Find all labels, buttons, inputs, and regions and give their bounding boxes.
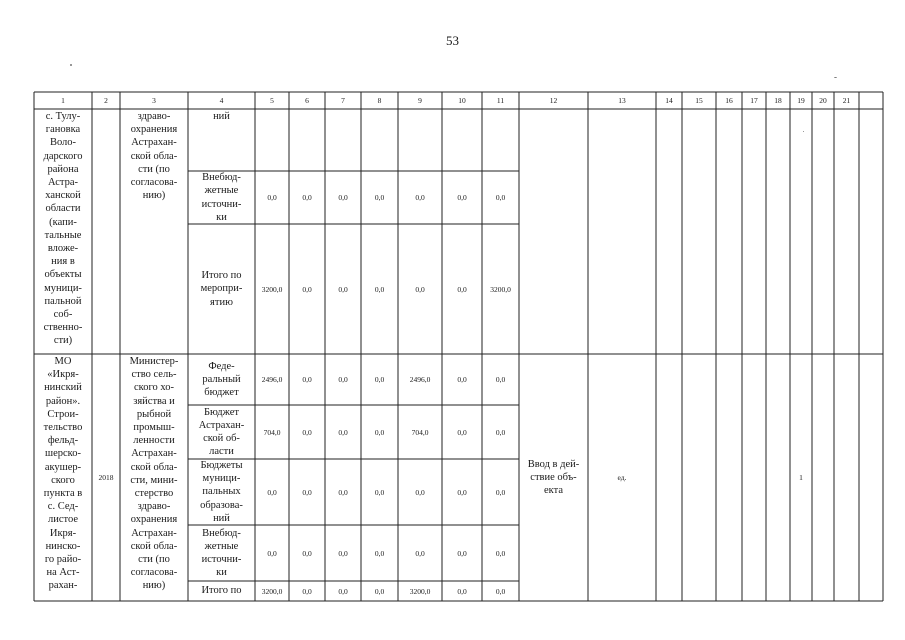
amount-cell: 704,0 <box>263 427 281 437</box>
funding-source-cell: Итого по меропри- ятию <box>200 270 243 308</box>
scan-speck <box>834 77 837 78</box>
amount-cell: 0,0 <box>338 586 348 596</box>
amount-cell: 0,0 <box>415 284 425 294</box>
funding-source-cell: Феде- ральный бюджет <box>202 360 241 399</box>
column-header-4: 4 <box>219 96 224 105</box>
amount-cell: 3200,0 <box>409 586 431 596</box>
amount-cell: 0,0 <box>374 284 385 294</box>
indicator-name-cell: Ввод в дей- ствие объ- екта <box>527 458 580 497</box>
funding-source-cell: Внебюд- жетные источни- ки <box>201 172 242 223</box>
amount-cell: 0,0 <box>457 427 467 437</box>
funding-source-cell: Итого по <box>201 585 242 597</box>
amount-cell: 0,0 <box>495 193 506 202</box>
amount-cell: 0,0 <box>302 586 312 596</box>
column-header-18: 18 <box>774 96 782 105</box>
amount-cell: 0,0 <box>302 193 312 202</box>
column-header-12: 12 <box>549 96 558 105</box>
year-cell: 2018 <box>98 473 114 482</box>
amount-cell <box>289 109 325 171</box>
amount-cell: 0,0 <box>495 487 506 497</box>
amount-cell: 0,0 <box>302 427 312 437</box>
amount-cell: 0,0 <box>457 487 467 497</box>
amount-cell: 0,0 <box>302 284 312 294</box>
amount-cell: 0,0 <box>302 487 312 497</box>
column-header-16: 16 <box>725 96 733 105</box>
amount-cell <box>325 109 361 171</box>
unit-cell: ед. <box>617 473 627 482</box>
amount-cell: 0,0 <box>495 586 506 596</box>
amount-cell: 0,0 <box>302 548 312 558</box>
amount-cell: 0,0 <box>267 487 277 497</box>
scan-speck <box>803 131 804 132</box>
amount-cell: 0,0 <box>495 427 506 437</box>
funding-source-cell: Внебюд- жетные источни- ки <box>201 527 242 579</box>
amount-cell: 0,0 <box>338 548 348 558</box>
executor-cell: Министер- ство сель- ского хо- зяйства и рыбной промыш- ленности Астрахан- ской обла- сти, мини- стерство здраво- охранения Астрахан- ской обла- сти (по согласова- нию) <box>129 356 179 592</box>
column-header-20: 20 <box>819 96 827 105</box>
amount-cell: 0,0 <box>338 193 348 202</box>
amount-cell: 0,0 <box>457 193 467 202</box>
amount-cell <box>442 109 482 171</box>
column-header-15: 15 <box>695 96 703 105</box>
amount-cell: 0,0 <box>415 548 425 558</box>
amount-cell <box>255 109 289 171</box>
column-header-3: 3 <box>152 96 156 105</box>
funding-source-cell: Бюджет Астрахан- ской об- ласти <box>198 406 245 458</box>
scan-speck <box>70 64 72 66</box>
amount-cell: 0,0 <box>495 548 506 558</box>
amount-cell: 0,0 <box>374 193 385 202</box>
column-header-5: 5 <box>270 96 274 105</box>
budget-table <box>34 92 883 601</box>
amount-cell: 0,0 <box>374 548 385 558</box>
amount-cell <box>398 109 442 171</box>
executor-cell: здраво- охранения Астрахан- ской обла- сти (по согласова- нию) <box>130 111 178 202</box>
column-header-2: 2 <box>104 96 108 105</box>
amount-cell: 0,0 <box>415 487 425 497</box>
amount-cell: 3200,0 <box>490 284 511 294</box>
object-name-cell: с. Тулу- гановка Воло- дарского района Астра- ханской области (капи- тальные вложе- ния в объекты муници- пальной соб- ственно- сти) <box>43 111 83 347</box>
column-header-14: 14 <box>665 96 673 105</box>
amount-cell: 0,0 <box>338 284 348 294</box>
column-header-1: 1 <box>61 96 65 105</box>
amount-cell: 0,0 <box>457 548 467 558</box>
page-number: 53 <box>446 33 459 48</box>
column-header-10: 10 <box>458 96 466 105</box>
amount-cell: 0,0 <box>374 586 385 596</box>
column-header-11: 11 <box>496 96 505 105</box>
column-header-17: 17 <box>750 96 758 105</box>
indicator-value-cell: 1 <box>799 473 803 482</box>
amount-cell: 0,0 <box>267 193 277 202</box>
amount-cell: 0,0 <box>457 375 467 384</box>
amount-cell: 3200,0 <box>261 284 283 294</box>
column-header-13: 13 <box>618 96 626 105</box>
amount-cell <box>361 109 398 171</box>
amount-cell: 0,0 <box>338 427 348 437</box>
column-header-21: 21 <box>842 96 851 105</box>
amount-cell: 0,0 <box>374 375 385 384</box>
amount-cell <box>482 109 519 171</box>
amount-cell: 0,0 <box>374 487 385 497</box>
amount-cell: 0,0 <box>338 487 348 497</box>
amount-cell: 0,0 <box>302 375 312 384</box>
object-name-cell: МО «Икря- нинский район». Строи- тельство фельд- шерско- акушер- ского пункта в с. Сед- листое Икря- нинско- го райо- на Аст- рахан- <box>43 356 83 592</box>
funding-source-cell: ний <box>213 111 230 122</box>
funding-source-cell: Бюджеты муници- пальных образова- ний <box>200 460 243 524</box>
amount-cell: 2496,0 <box>409 375 431 384</box>
column-header-9: 9 <box>418 96 422 105</box>
amount-cell: 0,0 <box>457 284 467 294</box>
column-header-6: 6 <box>305 96 309 105</box>
amount-cell: 3200,0 <box>261 586 283 596</box>
column-header-19: 19 <box>797 96 805 105</box>
amount-cell: 0,0 <box>338 375 348 384</box>
amount-cell: 2496,0 <box>261 375 283 384</box>
amount-cell: 0,0 <box>267 548 277 558</box>
amount-cell: 0,0 <box>415 193 425 202</box>
column-header-8: 8 <box>377 96 382 105</box>
amount-cell: 0,0 <box>457 586 467 596</box>
column-header-7: 7 <box>341 96 345 105</box>
amount-cell: 704,0 <box>411 427 429 437</box>
amount-cell: 0,0 <box>495 375 506 384</box>
amount-cell: 0,0 <box>374 427 385 437</box>
